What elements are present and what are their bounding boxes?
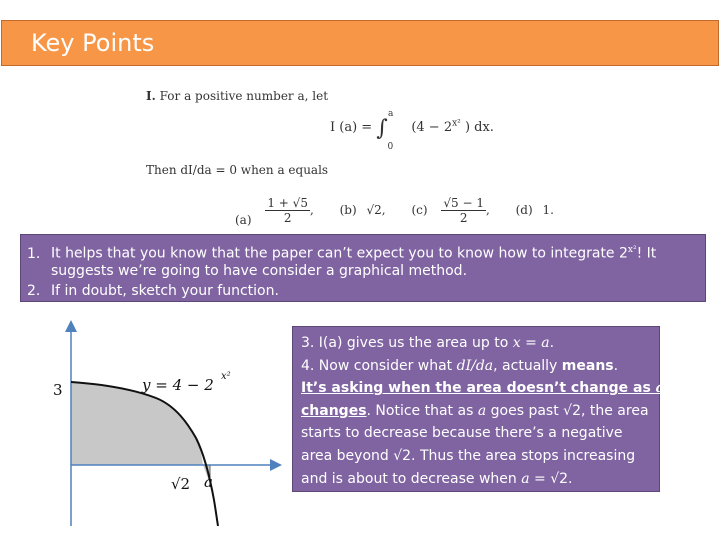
curve-label-text: y = 4 − 2 <box>142 376 214 394</box>
explanation-line-5: starts to decrease because there’s a negative <box>301 425 623 442</box>
option-c-label: (c) <box>411 203 428 217</box>
integrand-exponent: x² <box>452 118 461 129</box>
explanation-math: a <box>477 402 487 419</box>
option-a-denominator: 2 <box>283 211 292 225</box>
explanation-math: a <box>655 380 665 397</box>
integral-lhs: I (a) = <box>330 120 373 135</box>
explanation-text: = √2. <box>529 470 573 487</box>
option-c-value <box>441 196 486 225</box>
option-b-value: √2, <box>366 203 386 217</box>
explanation-text: 3. I(a) gives us the area up to <box>301 335 513 351</box>
option-c-numerator: √5 − 1 <box>443 196 484 210</box>
slide-header <box>1 20 719 66</box>
explanation-line-1 <box>301 332 651 355</box>
explanation-text: . <box>549 335 555 351</box>
explanation-emphasis: means <box>561 357 614 374</box>
explanation-line-6: area beyond √2. Thus the area stops increasing <box>301 447 636 464</box>
option-a-numerator: 1 + √5 <box>267 196 308 210</box>
explanation-line-2 <box>301 355 651 378</box>
integrand: (4 − 2 <box>411 120 453 135</box>
integral-sign: ∫ <box>376 116 388 141</box>
slide-title: Key Points <box>31 29 155 57</box>
hint-1-number: 1. <box>27 245 41 262</box>
hint-item-2 <box>27 281 279 301</box>
y-intercept-label: 3 <box>53 381 63 399</box>
hint-2-number: 2. <box>27 283 41 299</box>
a-label: a <box>204 473 213 491</box>
explanation-text: 4. Now consider what <box>301 357 457 374</box>
hint-1-text-end: ! It <box>636 245 657 262</box>
option-a-value <box>265 196 310 225</box>
explanation-emphasis: changes <box>301 402 367 419</box>
explanation-math: x = a <box>512 335 550 351</box>
hint-2-text: If in doubt, sketch your function. <box>51 283 279 299</box>
explanation-math: dI/da <box>456 357 494 374</box>
explanation-line-3 <box>301 377 665 400</box>
option-d-label: (d) <box>515 203 533 217</box>
explanation-emphasis: It’s asking when the area doesn’t change as <box>301 380 656 397</box>
question-condition: Then dI/da = 0 when a equals <box>146 163 329 177</box>
explanation-text: . <box>613 357 619 374</box>
curve-label-exponent: x² <box>221 371 231 382</box>
question-intro-text: For a positive number a, let <box>159 89 329 103</box>
root-label: √2 <box>171 475 191 493</box>
option-c-separator: , <box>485 203 490 217</box>
answer-options <box>235 196 554 225</box>
integral-upper-limit: a <box>387 108 394 119</box>
hint-1-exponent: x² <box>627 245 637 255</box>
explanation-line-7 <box>301 468 651 491</box>
hint-item-1-continued: suggests we’re going to have consider a graphical method. <box>51 263 468 279</box>
explanation-box <box>292 326 665 492</box>
explanation-text: . Notice that as <box>366 402 478 419</box>
hints-box <box>20 234 706 302</box>
option-c-denominator: 2 <box>459 211 468 225</box>
option-b-label: (b) <box>339 203 357 217</box>
integrand-close: ) dx. <box>464 120 494 135</box>
positive-area <box>71 382 203 465</box>
integral-definition <box>330 108 494 152</box>
explanation-line-4 <box>301 400 651 423</box>
function-sketch <box>40 318 290 530</box>
explanation-math: a <box>521 470 530 487</box>
option-d-value: 1. <box>542 203 554 217</box>
explanation-text: , actually <box>493 357 562 374</box>
question-intro <box>146 89 328 103</box>
hint-1-text: It helps that you know that the paper can’t expect you to know how to integrate 2 <box>51 245 628 262</box>
question-number: I. <box>146 89 156 103</box>
integral-lower-limit: 0 <box>387 141 394 152</box>
curve-label <box>141 371 231 394</box>
option-a-label: (a) <box>235 213 252 227</box>
option-a-separator: , <box>309 203 314 217</box>
explanation-text: goes past √2, the area <box>486 402 649 419</box>
explanation-text: and is about to decrease when <box>301 470 522 487</box>
